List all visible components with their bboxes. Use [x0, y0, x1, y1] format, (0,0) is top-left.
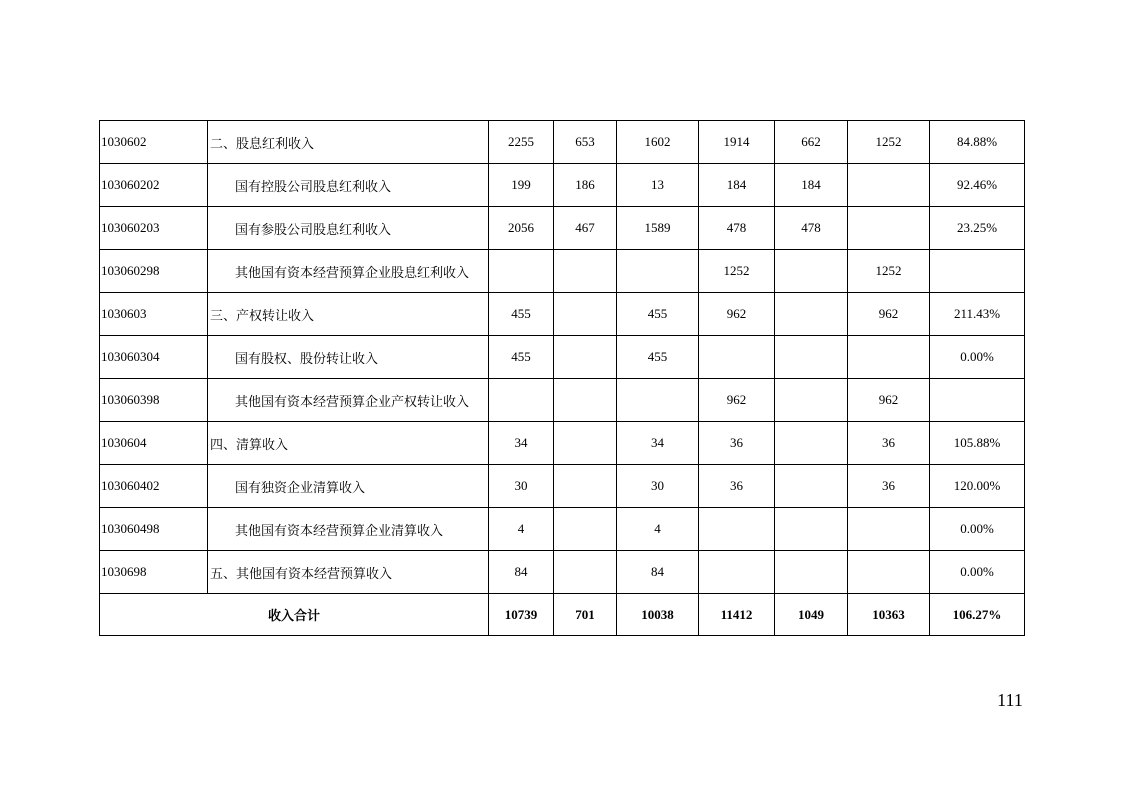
value-cell: 4 — [489, 508, 554, 551]
value-cell: 455 — [489, 293, 554, 336]
value-cell — [775, 336, 848, 379]
value-cell: 1589 — [617, 207, 699, 250]
value-cell — [554, 379, 617, 422]
value-cell: 23.25% — [930, 207, 1025, 250]
value-cell: 199 — [489, 164, 554, 207]
value-cell: 2255 — [489, 121, 554, 164]
account-code-cell: 103060202 — [100, 164, 208, 207]
value-cell: 4 — [617, 508, 699, 551]
value-cell: 34 — [617, 422, 699, 465]
value-cell: 1602 — [617, 121, 699, 164]
value-cell: 36 — [848, 465, 930, 508]
table-row — [100, 121, 1025, 164]
total-value-cell: 10739 — [489, 594, 554, 636]
value-cell: 30 — [617, 465, 699, 508]
value-cell: 0.00% — [930, 551, 1025, 594]
value-cell — [930, 379, 1025, 422]
value-cell — [554, 551, 617, 594]
value-cell: 36 — [848, 422, 930, 465]
value-cell — [554, 250, 617, 293]
account-code-cell: 1030603 — [100, 293, 208, 336]
value-cell — [775, 250, 848, 293]
account-name-cell: 其他国有资本经营预算企业清算收入 — [208, 508, 489, 551]
table-row — [100, 379, 1025, 422]
total-value-cell: 11412 — [699, 594, 775, 636]
value-cell: 0.00% — [930, 336, 1025, 379]
value-cell — [775, 508, 848, 551]
value-cell: 84 — [617, 551, 699, 594]
value-cell: 455 — [617, 293, 699, 336]
account-name-cell: 国有参股公司股息红利收入 — [208, 207, 489, 250]
value-cell: 662 — [775, 121, 848, 164]
account-code-cell: 103060398 — [100, 379, 208, 422]
value-cell: 184 — [699, 164, 775, 207]
account-name-cell: 国有独资企业清算收入 — [208, 465, 489, 508]
value-cell: 478 — [699, 207, 775, 250]
account-code-cell: 103060298 — [100, 250, 208, 293]
value-cell — [775, 379, 848, 422]
table-row — [100, 336, 1025, 379]
table-row — [100, 250, 1025, 293]
table-row — [100, 207, 1025, 250]
table-row — [100, 508, 1025, 551]
value-cell — [699, 336, 775, 379]
account-code-cell: 103060304 — [100, 336, 208, 379]
value-cell — [699, 508, 775, 551]
value-cell — [554, 465, 617, 508]
revenue-table — [99, 120, 1025, 636]
value-cell — [554, 422, 617, 465]
total-value-cell: 1049 — [775, 594, 848, 636]
value-cell — [848, 336, 930, 379]
table-body — [100, 121, 1025, 636]
account-name-cell: 二、股息红利收入 — [208, 121, 489, 164]
value-cell: 105.88% — [930, 422, 1025, 465]
value-cell — [848, 551, 930, 594]
value-cell: 962 — [699, 379, 775, 422]
value-cell: 34 — [489, 422, 554, 465]
value-cell — [848, 508, 930, 551]
table-row — [100, 164, 1025, 207]
total-label: 收入合计 — [100, 594, 489, 636]
value-cell: 478 — [775, 207, 848, 250]
table-row — [100, 422, 1025, 465]
value-cell — [848, 207, 930, 250]
value-cell: 36 — [699, 465, 775, 508]
value-cell: 84 — [489, 551, 554, 594]
value-cell — [775, 422, 848, 465]
account-code-cell: 1030604 — [100, 422, 208, 465]
value-cell: 84.88% — [930, 121, 1025, 164]
value-cell — [775, 293, 848, 336]
table-row — [100, 465, 1025, 508]
total-value-cell: 701 — [554, 594, 617, 636]
value-cell: 0.00% — [930, 508, 1025, 551]
value-cell: 13 — [617, 164, 699, 207]
value-cell: 962 — [699, 293, 775, 336]
account-code-cell: 1030698 — [100, 551, 208, 594]
value-cell — [848, 164, 930, 207]
value-cell: 186 — [554, 164, 617, 207]
value-cell: 455 — [617, 336, 699, 379]
value-cell: 36 — [699, 422, 775, 465]
account-name-cell: 三、产权转让收入 — [208, 293, 489, 336]
table-row — [100, 293, 1025, 336]
value-cell: 653 — [554, 121, 617, 164]
account-name-cell: 四、清算收入 — [208, 422, 489, 465]
value-cell: 467 — [554, 207, 617, 250]
total-row — [100, 594, 1025, 636]
account-name-cell: 其他国有资本经营预算企业股息红利收入 — [208, 250, 489, 293]
value-cell — [775, 551, 848, 594]
value-cell — [554, 293, 617, 336]
value-cell: 1914 — [699, 121, 775, 164]
table-row — [100, 551, 1025, 594]
value-cell — [617, 379, 699, 422]
value-cell: 1252 — [699, 250, 775, 293]
account-name-cell: 其他国有资本经营预算企业产权转让收入 — [208, 379, 489, 422]
value-cell: 455 — [489, 336, 554, 379]
total-value-cell: 10038 — [617, 594, 699, 636]
value-cell: 962 — [848, 293, 930, 336]
value-cell — [699, 551, 775, 594]
account-name-cell: 五、其他国有资本经营预算收入 — [208, 551, 489, 594]
account-name-cell: 国有股权、股份转让收入 — [208, 336, 489, 379]
account-code-cell: 103060498 — [100, 508, 208, 551]
value-cell — [617, 250, 699, 293]
value-cell: 92.46% — [930, 164, 1025, 207]
value-cell: 1252 — [848, 121, 930, 164]
value-cell — [554, 336, 617, 379]
account-code-cell: 103060402 — [100, 465, 208, 508]
total-value-cell: 10363 — [848, 594, 930, 636]
value-cell — [775, 465, 848, 508]
value-cell: 120.00% — [930, 465, 1025, 508]
page-number: 111 — [997, 690, 1023, 710]
value-cell: 184 — [775, 164, 848, 207]
value-cell: 30 — [489, 465, 554, 508]
value-cell: 962 — [848, 379, 930, 422]
total-value-cell: 106.27% — [930, 594, 1025, 636]
value-cell — [930, 250, 1025, 293]
account-code-cell: 103060203 — [100, 207, 208, 250]
account-name-cell: 国有控股公司股息红利收入 — [208, 164, 489, 207]
value-cell — [489, 250, 554, 293]
value-cell: 1252 — [848, 250, 930, 293]
value-cell: 2056 — [489, 207, 554, 250]
value-cell — [554, 508, 617, 551]
account-code-cell: 1030602 — [100, 121, 208, 164]
value-cell — [489, 379, 554, 422]
value-cell: 211.43% — [930, 293, 1025, 336]
